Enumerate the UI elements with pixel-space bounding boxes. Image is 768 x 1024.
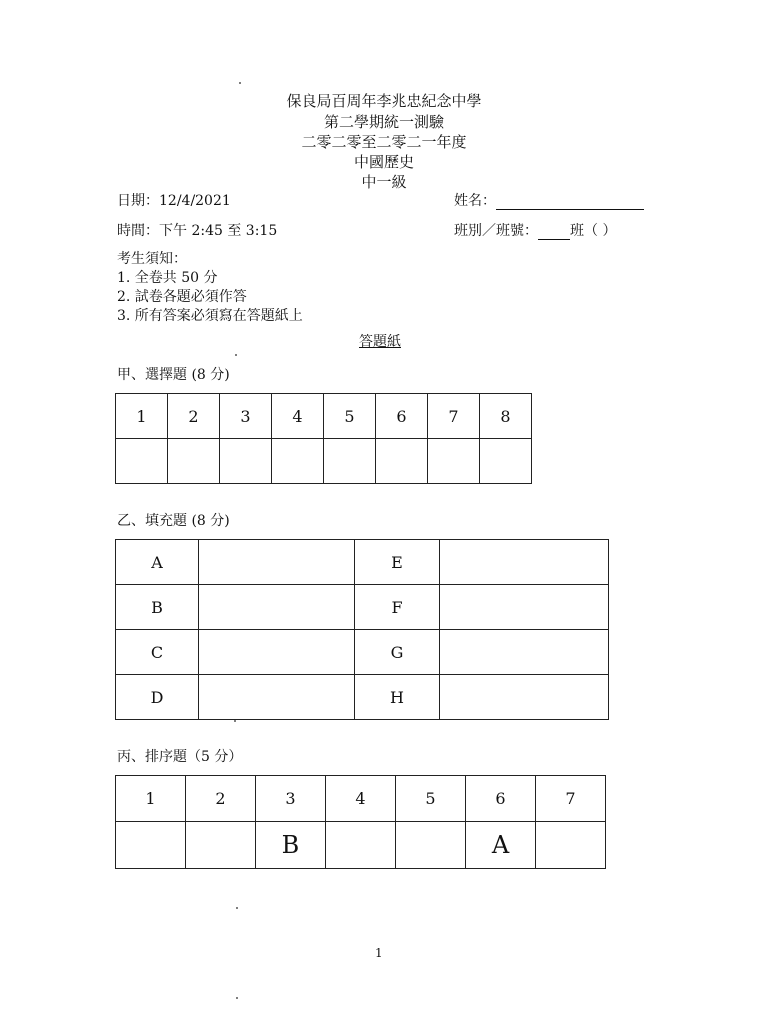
name-label: 姓名： [454,193,496,209]
answer-cell[interactable] [220,439,272,484]
question-number: 6 [376,394,428,439]
answer-cell[interactable] [326,822,396,869]
section-a-answer-row [116,439,532,484]
blank-letter: H [355,675,440,720]
answer-cell[interactable] [428,439,480,484]
section-c-title: 丙、排序題（5 分） [117,749,243,765]
answer-cell[interactable] [168,439,220,484]
answer-cell[interactable] [186,822,256,869]
name-blank[interactable] [496,193,644,210]
answer-cell[interactable] [199,630,355,675]
question-number: 8 [480,394,532,439]
section-a-header-row [116,394,532,439]
answer-cell[interactable] [440,630,609,675]
answer-cell[interactable] [440,540,609,585]
answer-cell[interactable] [376,439,428,484]
scan-speck [236,997,238,999]
blank-letter: B [116,585,199,630]
blank-letter: A [116,540,199,585]
question-number: 2 [186,776,256,822]
answer-cell[interactable] [199,540,355,585]
class-field[interactable] [454,220,616,240]
blank-letter: E [355,540,440,585]
answer-cell[interactable] [480,439,532,484]
answer-cell[interactable] [440,585,609,630]
blank-letter: D [116,675,199,720]
note-item: 1. 全卷共 50 分 [117,270,218,286]
answer-cell[interactable] [272,439,324,484]
answer-cell[interactable] [116,439,168,484]
question-number: 5 [324,394,376,439]
question-number: 7 [428,394,480,439]
question-number: 1 [116,394,168,439]
table-row [116,585,609,630]
blank-letter: F [355,585,440,630]
scan-speck [235,354,237,356]
scan-speck [239,82,241,84]
answer-cell[interactable] [440,675,609,720]
exam-date: 日期：12/4/2021 [117,193,231,209]
subject-title: 中國歷史 [353,153,414,171]
question-number: 1 [116,776,186,822]
answer-cell[interactable] [324,439,376,484]
question-number: 3 [220,394,272,439]
answer-cell[interactable] [116,822,186,869]
question-number: 4 [326,776,396,822]
page-number: 1 [375,946,383,960]
school-name: 保良局百周年李兆忠紀念中學 [286,92,482,110]
class-label: 班別／班號： [454,223,538,239]
scan-speck [234,720,236,722]
answer-cell[interactable] [199,675,355,720]
note-item: 2. 試卷各題必須作答 [117,289,247,305]
blank-letter: G [355,630,440,675]
table-row [116,630,609,675]
candidate-notes [117,250,303,326]
question-number: 7 [536,776,606,822]
table-row [116,540,609,585]
answer-cell[interactable] [396,822,466,869]
grade-title: 中一級 [361,173,407,191]
answer-cell[interactable] [199,585,355,630]
note-item: 3. 所有答案必須寫在答題紙上 [117,308,303,324]
section-c-header-row [116,776,606,822]
name-field[interactable] [454,190,644,210]
answer-sheet-title: 答題紙 [359,334,401,350]
question-number: 6 [466,776,536,822]
answer-cell[interactable] [536,822,606,869]
exam-time: 時間：下午 2:45 至 3:15 [117,223,278,239]
table-row [116,675,609,720]
answer-cell[interactable]: A [466,822,536,869]
question-number: 2 [168,394,220,439]
exam-title: 第二學期統一測驗 [323,113,444,131]
section-a-table [115,393,532,484]
section-b-table [115,539,609,720]
section-b-title: 乙、填充題 (8 分) [117,513,230,529]
question-number: 4 [272,394,324,439]
scan-speck [236,907,238,909]
question-number: 5 [396,776,466,822]
section-c-table [115,775,606,869]
section-a-title: 甲、選擇題 (8 分) [117,367,230,383]
question-number: 3 [256,776,326,822]
notes-title: 考生須知： [117,251,187,267]
blank-letter: C [116,630,199,675]
answer-cell[interactable]: B [256,822,326,869]
section-c-answer-row [116,822,606,869]
class-suffix: 班（ ） [570,223,617,239]
academic-year: 二零二零至二零二一年度 [301,133,467,151]
class-blank[interactable] [538,223,570,240]
